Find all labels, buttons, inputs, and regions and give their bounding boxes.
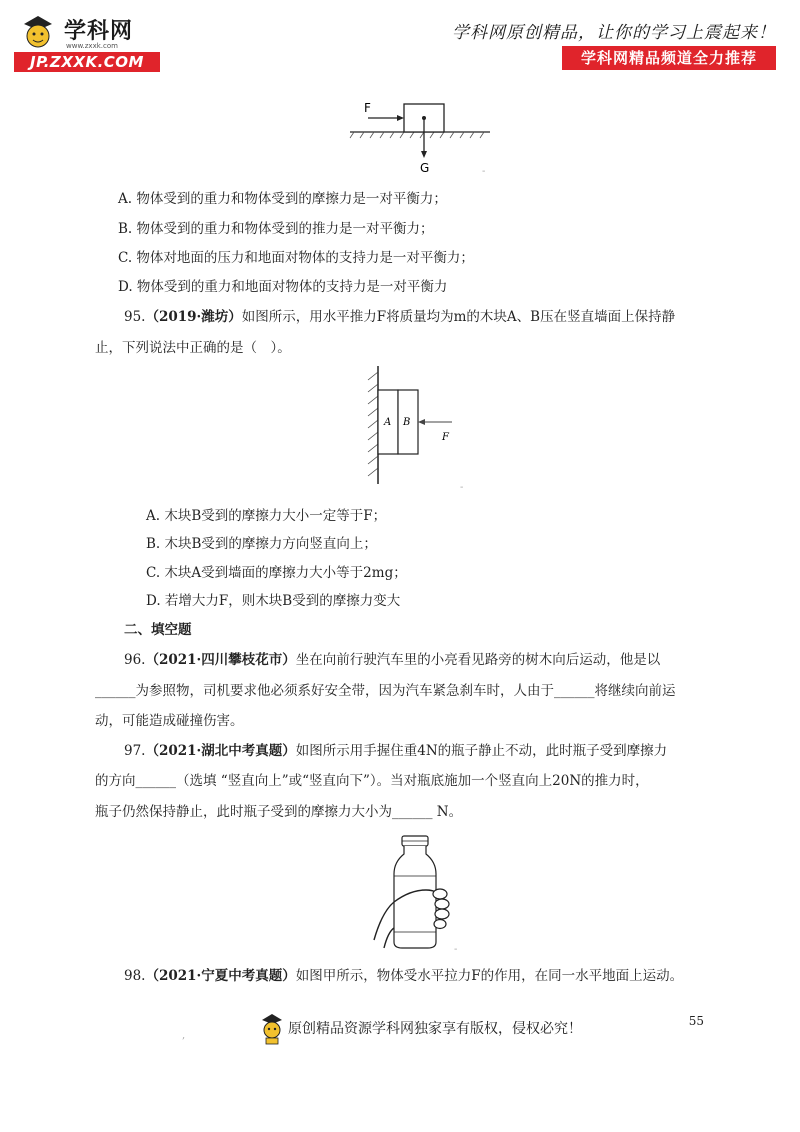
q95-option-c: C. 木块A受到墙面的摩擦力大小等于2mg； bbox=[146, 565, 407, 581]
force-label: F bbox=[364, 101, 371, 115]
q95-option-a: A. 木块B受到的摩擦力大小一定等于F； bbox=[146, 508, 387, 524]
gravity-label: G bbox=[420, 161, 430, 175]
q97-line3: 瓶子仍然保持静止，此时瓶子受到的摩擦力大小为______ N。 bbox=[95, 804, 463, 820]
q94-option-c: C. 物体对地面的压力和地面对物体的支持力是一对平衡力； bbox=[118, 250, 474, 266]
q94-option-a: A. 物体受到的重力和物体受到的摩擦力是一对平衡力； bbox=[118, 191, 447, 207]
q95-option-d: D. 若增大力F，则木块B受到的摩擦力变大 bbox=[146, 593, 401, 609]
q96-line3: 动，可能造成碰撞伤害。 bbox=[95, 713, 244, 729]
slogan: 学科网原创精品，让你的学习上震起来！ bbox=[452, 23, 776, 43]
figure-block-on-ground bbox=[340, 96, 500, 180]
copyright-notice: 原创精品资源学科网独家享有版权，侵权必究！ bbox=[288, 1021, 582, 1037]
q95-stem-line2: 止，下列说法中正确的是（ ）。 bbox=[95, 340, 291, 356]
figure-wall-blocks bbox=[360, 362, 480, 488]
q97-line2: 的方向______（选填 “竖直向上”或“竖直向下”）。当对瓶底施加一个竖直向上20N的推力时， bbox=[95, 773, 649, 789]
mascot-icon bbox=[16, 14, 60, 52]
block-a-label: A bbox=[384, 417, 392, 428]
logo-url: JP.ZXXK.COM bbox=[14, 52, 160, 72]
footer-mascot-icon bbox=[258, 1012, 286, 1046]
page-number: 55 bbox=[688, 1014, 704, 1028]
q95-option-b: B. 木块B受到的摩擦力方向竖直向上； bbox=[146, 536, 377, 552]
q95-stem-line1: 95.（2019·潍坊）如图所示，用水平推力F将质量均为m的木块A、B压在竖直墙面上保持静 bbox=[124, 309, 676, 325]
section-title: 二、填空题 bbox=[124, 622, 192, 638]
q96-line2: ______为参照物，司机要求他必须系好安全带，因为汽车紧急刹车时，人由于______将继续向前运 bbox=[95, 683, 676, 699]
figure-hand-bottle bbox=[364, 832, 474, 954]
q94-option-b: B. 物体受到的重力和物体受到的推力是一对平衡力； bbox=[118, 221, 434, 237]
logo-subtext: www.zxxk.com bbox=[66, 42, 118, 50]
logo bbox=[14, 14, 164, 74]
logo-text: 学科网 bbox=[64, 19, 134, 44]
q94-option-d: D. 物体受到的重力和地面对物体的支持力是一对平衡力 bbox=[118, 279, 448, 295]
force-f-label: F bbox=[442, 432, 449, 443]
channel-badge: 学科网精品频道全力推荐 bbox=[562, 46, 776, 70]
q97-line1: 97.（2021·湖北中考真题）如图所示用手握住重4N的瓶子静止不动，此时瓶子受到摩擦力 bbox=[124, 743, 668, 759]
q98-line1: 98.（2021·宁夏中考真题）如图甲所示，物体受水平拉力F的作用，在同一水平地面上运动。 bbox=[124, 968, 684, 984]
q96-line1: 96.（2021·四川攀枝花市）坐在向前行驶汽车里的小亮看见路旁的树木向后运动，他是以 bbox=[124, 652, 661, 668]
block-b-label: B bbox=[403, 417, 411, 428]
